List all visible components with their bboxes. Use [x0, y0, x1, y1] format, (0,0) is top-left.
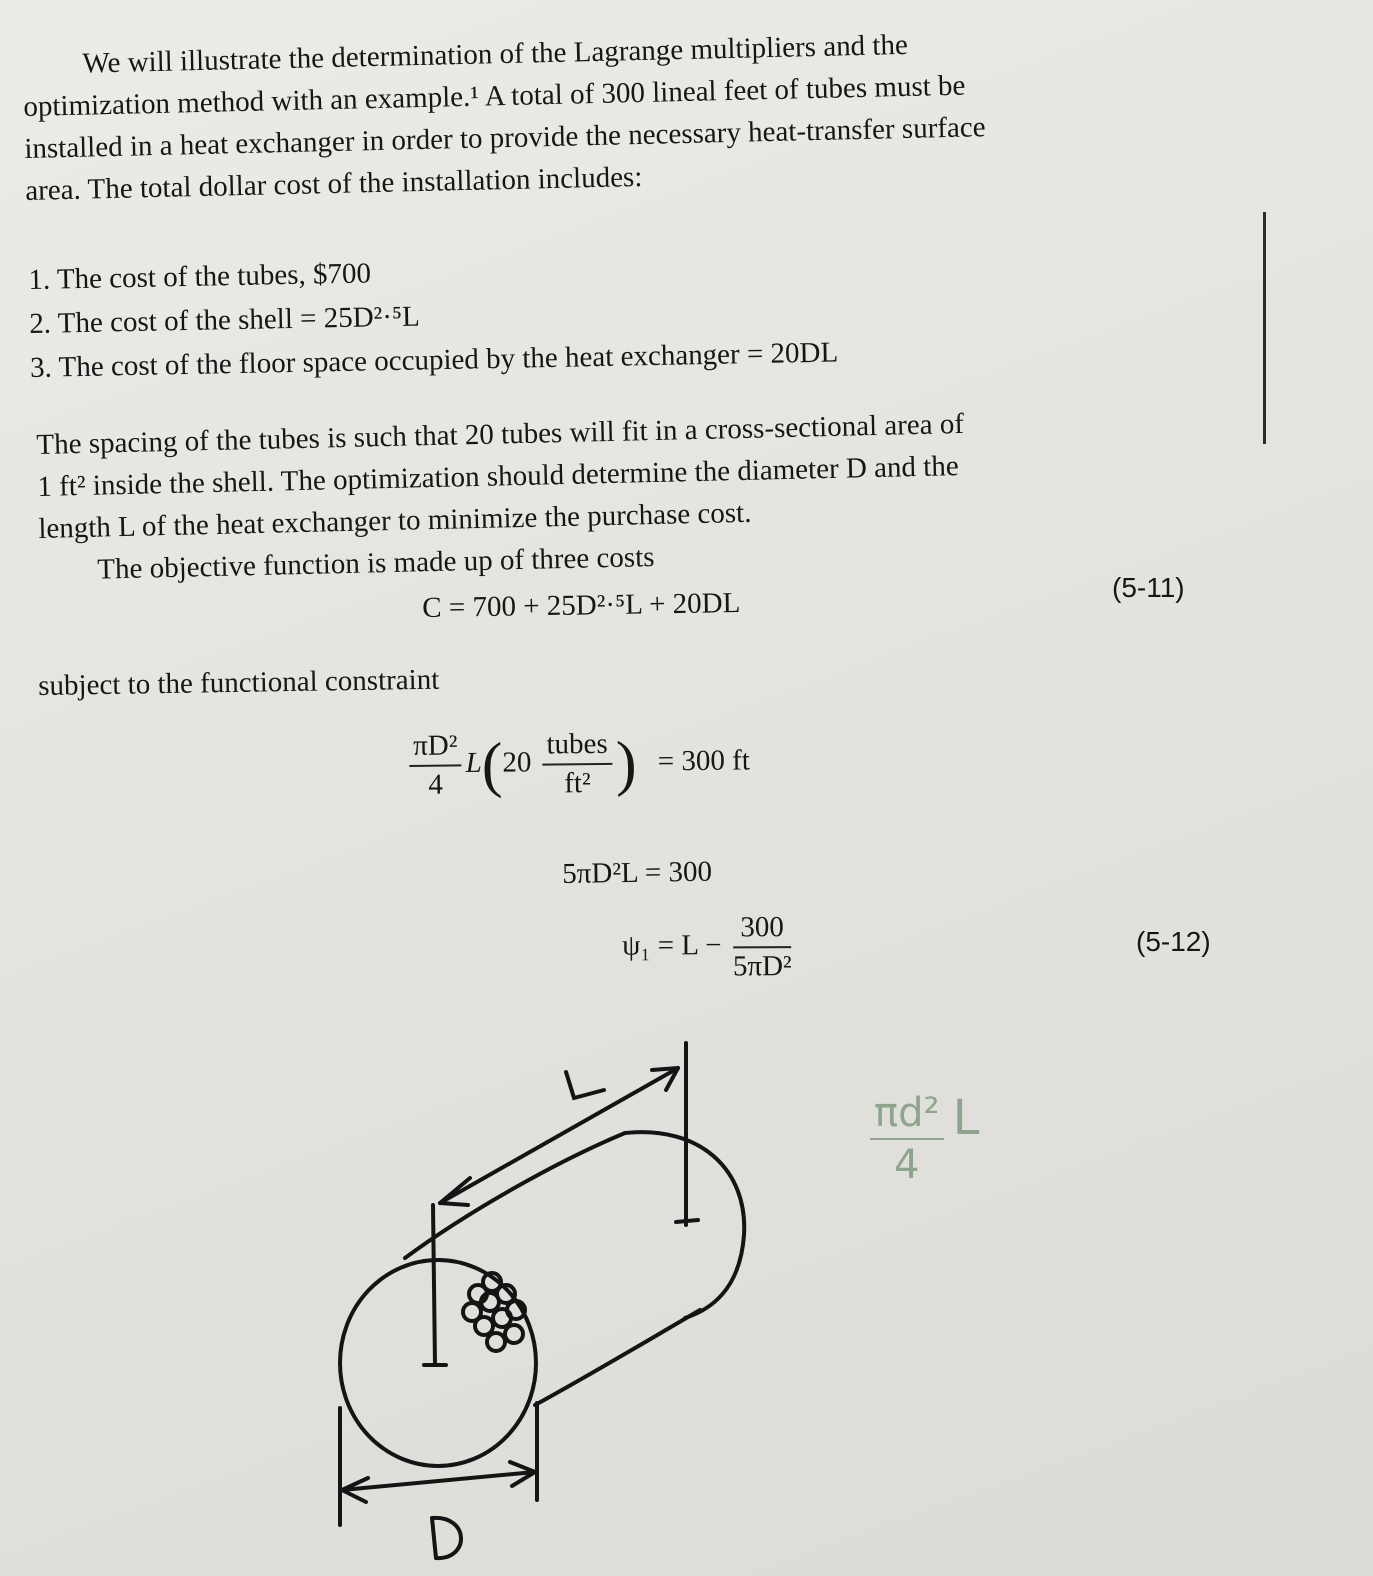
open-paren: ( [481, 730, 503, 800]
spacing-line: length L of the heat exchanger to minimize the purchase cost. [38, 496, 752, 545]
front-centre-line [433, 1205, 435, 1365]
constraint-count: 20 [502, 746, 532, 779]
constraint-length: L [465, 746, 482, 780]
pencil-length: L [952, 1090, 980, 1146]
constraint-intro: subject to the functional constraint [38, 663, 440, 702]
pencil-numerator: πd² [870, 1090, 944, 1140]
shell-bottom-line [535, 1310, 700, 1405]
cost-item: 3. The cost of the floor space occupied by the heat exchanger = 20DL [29, 336, 839, 384]
intro-line: optimization method with an example.¹ A total of 300 lineal feet of tubes must be [23, 69, 966, 123]
label-D-glyph [432, 1518, 461, 1558]
spacing-line: 1 ft² inside the shell. The optimization should determine the diameter D and the [37, 450, 959, 503]
intro-line: We will illustrate the determination of the Lagrange multipliers and the [82, 28, 909, 80]
pencil-denominator: 4 [894, 1142, 920, 1188]
psi-denominator: 5πD² [732, 950, 792, 983]
pencil-fraction [870, 1090, 944, 1188]
intro-line: installed in a heat exchanger in order to provide the necessary heat-transfer surface [24, 111, 986, 165]
shell-top-line [405, 1133, 625, 1258]
label-L-glyph [566, 1072, 604, 1098]
equation-number: (5-11) [1112, 572, 1185, 603]
units-numerator: tubes [542, 728, 612, 766]
psi-lhs: ψ₁ = L − [622, 929, 722, 962]
simplified-equation: 5πD²L = 300 [562, 855, 713, 890]
psi-numerator: 300 [733, 911, 792, 948]
length-dimension [440, 1068, 678, 1203]
cost-item: 2. The cost of the shell = 25D²·⁵L [28, 300, 421, 340]
intro-line: area. The total dollar cost of the installation includes: [24, 160, 643, 207]
constraint-denominator: 4 [428, 768, 444, 801]
constraint-numerator: πD² [409, 729, 462, 767]
equation-number: (5-12) [1136, 926, 1211, 957]
objective-equation: C = 700 + 25D²·⁵L + 20DL [422, 587, 741, 624]
units-denominator: ft² [564, 767, 591, 800]
pencil-note [866, 1090, 979, 1188]
spacing-line: The spacing of the tubes is such that 20 tubes will fit in a cross-sectional area of [36, 407, 965, 461]
close-paren: ) [615, 729, 637, 798]
spacing-line: The objective function is made up of three costs [96, 541, 655, 586]
diameter-dimension [342, 1472, 535, 1490]
sketch-labels [432, 1072, 604, 1558]
constraint-rhs: = 300 ft [657, 744, 751, 778]
cost-item: 1. The cost of the tubes, $700 [28, 257, 372, 296]
